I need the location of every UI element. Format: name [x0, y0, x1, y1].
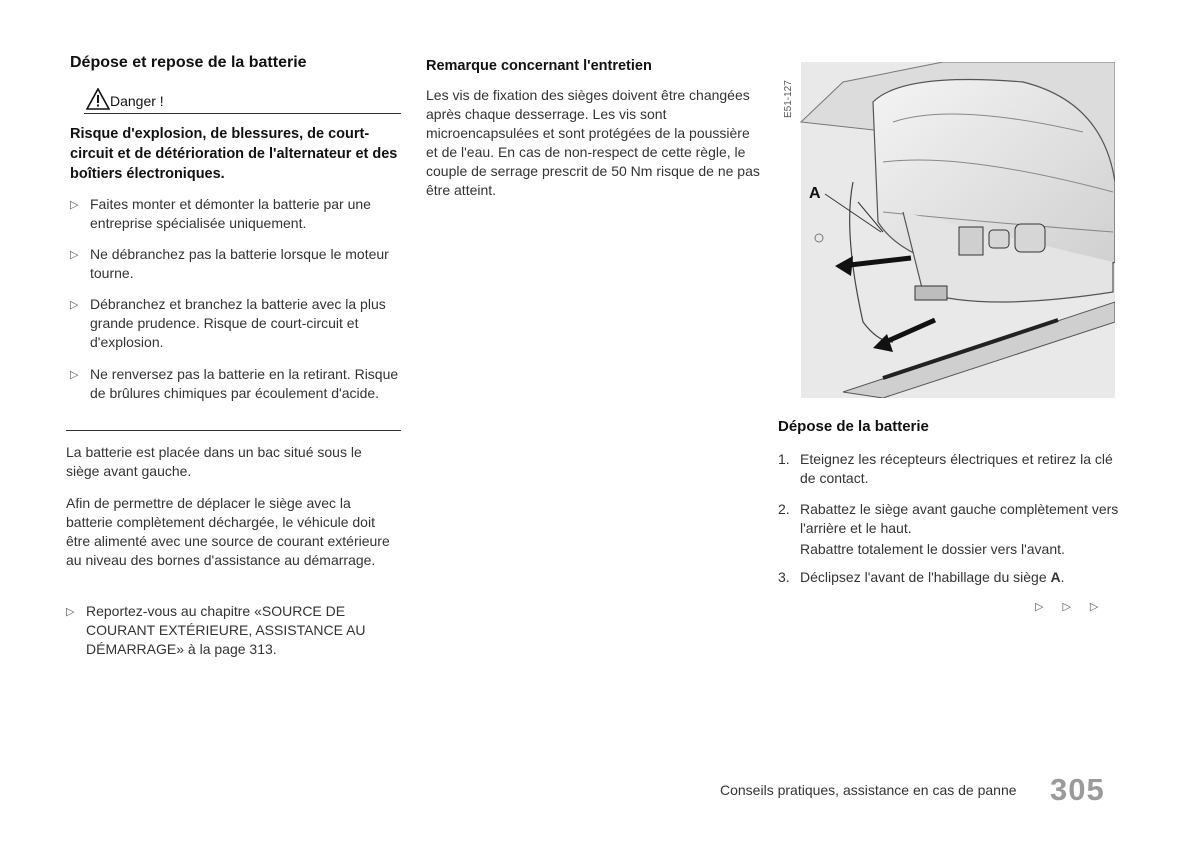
step-text-wrapper — [800, 568, 1120, 587]
page-footer — [720, 772, 1120, 807]
step-bold-ref: A — [1050, 569, 1061, 585]
danger-label: Danger ! — [110, 93, 164, 109]
list-item-text: Faites monter et démonter la batterie par une entreprise spécialisée uniquement. — [90, 196, 371, 231]
footer-section-title: Conseils pratiques, assistance en cas de panne — [720, 782, 1017, 798]
step-subtext: Rabattre totalement le dossier vers l'avant. — [800, 541, 1065, 557]
page-number: 305 — [1050, 772, 1105, 807]
step-number: 3. — [778, 569, 790, 585]
seat-illustration — [783, 62, 1115, 398]
chapter-reference: Reportez-vous au chapitre «SOURCE DE COURANT EXTÉRIEURE, ASSISTANCE AU DÉMARRAGE» à la page 313. — [86, 603, 366, 657]
section-title: Dépose de la batterie — [778, 418, 929, 435]
danger-box — [70, 88, 400, 112]
danger-top-rule — [84, 113, 401, 114]
risk-heading: Risque d'explosion, de blessures, de court-circuit et de détérioration de l'alternateur et des boîtiers électroniques. — [70, 126, 398, 182]
list-item-text: Ne débranchez pas la batterie lorsque le moteur tourne. — [90, 246, 389, 281]
step-text: Eteignez les récepteurs électriques et retirez la clé de contact. — [800, 451, 1113, 486]
danger-bottom-rule — [66, 430, 401, 431]
figure-code: E51-127 — [783, 80, 794, 118]
paragraph: La batterie est placée dans un bac situé sous le siège avant gauche. — [66, 444, 362, 479]
warning-triangle-icon — [86, 88, 110, 115]
step-number: 2. — [778, 501, 790, 517]
list-item-text: Ne renversez pas la batterie en la retirant. Risque de brûlures chimiques par écoulement d'acide. — [90, 366, 399, 401]
seat-drawing — [783, 62, 1115, 398]
list-item-text: Débranchez et branchez la batterie avec la plus grande prudence. Risque de court-circuit et d'explosion. — [90, 296, 386, 350]
triangle-bullet-icon: ▷ — [70, 199, 79, 211]
continue-arrows-icon: ▷▷▷ — [1035, 601, 1118, 613]
section-title: Remarque concernant l'entretien — [426, 58, 652, 74]
paragraph: Afin de permettre de déplacer le siège avec la batterie complètement déchargée, le véhicule doit être alimenté avec une source de courant extérieure au niveau des bornes d'assistance au démarrage. — [66, 495, 390, 568]
triangle-bullet-icon: ▷ — [70, 299, 79, 311]
section-title: Dépose et repose de la batterie — [70, 54, 307, 71]
step-text: Déclipsez l'avant de l'habillage du siège — [800, 569, 1047, 585]
triangle-bullet-icon: ▷ — [70, 249, 79, 261]
step-text: Rabattez le siège avant gauche complètement vers l'arrière et le haut. — [800, 501, 1119, 536]
step-number: 1. — [778, 451, 790, 467]
step-end: . — [1060, 569, 1065, 585]
triangle-bullet-icon: ▷ — [66, 606, 75, 618]
paragraph: Les vis de fixation des sièges doivent être changées après chaque desserrage. Les vis sont microencapsulées et sont protégées de la poussière et de l'eau. En cas de non-respect de cette règle, le couple de serrage prescrit de 50 Nm risque de ne pas être atteint. — [426, 87, 760, 198]
triangle-bullet-icon: ▷ — [70, 369, 79, 381]
callout-a-label: A — [809, 185, 821, 202]
